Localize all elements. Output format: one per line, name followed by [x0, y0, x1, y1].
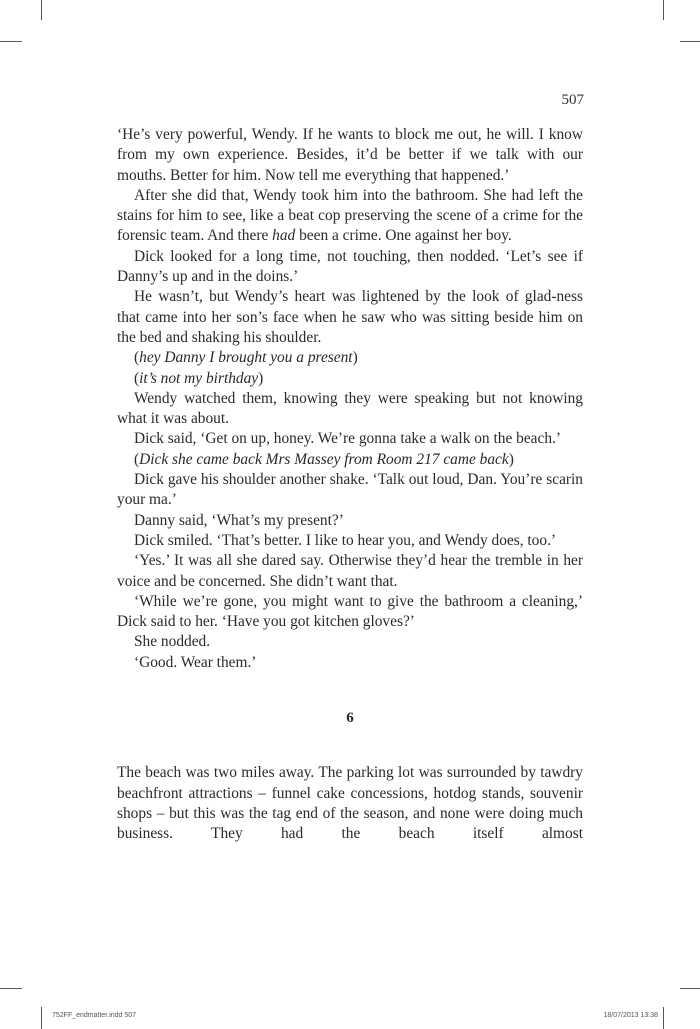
italic-text: had — [272, 227, 296, 245]
slug-filename: 752FF_endmatter.indd 507 — [52, 1012, 137, 1019]
text-run: Dick smiled. ‘That’s better. I like to hear you, and Wendy does, too.’ — [134, 531, 557, 549]
body-text — [117, 125, 583, 845]
text-run: ‘Good. Wear them.’ — [134, 653, 257, 671]
paragraph — [117, 653, 583, 673]
paragraph — [117, 511, 583, 531]
crop-mark — [41, 0, 42, 20]
paragraph — [117, 287, 583, 348]
text-run: He wasn’t, but Wendy’s heart was lightened by the look of glad-ness that came into her son’s face when he saw who was sitting beside him on the bed and shaking his shoulder. — [117, 288, 583, 346]
paragraph — [117, 763, 583, 844]
text-run: Wendy watched them, knowing they were speaking but not knowing what it was about. — [117, 389, 583, 428]
crop-mark — [0, 988, 22, 989]
text-run: She nodded. — [134, 633, 211, 651]
text-run: ( — [134, 450, 140, 468]
paragraph — [117, 186, 583, 247]
text-run: Dick said, ‘Get on up, honey. We’re gonna take a walk on the beach.’ — [134, 430, 561, 448]
paragraph — [117, 470, 583, 511]
paragraph — [117, 632, 583, 652]
italic-text: Dick she came back Mrs Massey from Room 217 came back — [139, 450, 509, 468]
slug-datetime: 18/07/2013 13:38 — [603, 1012, 658, 1019]
text-run: ‘He’s very powerful, Wendy. If he wants to block me out, he will. I know from my own experience. Besides, it’d be better if we talk with our mouths. Better for him. Now tell me everything that happened.’ — [117, 126, 583, 184]
text-run: The beach was two miles away. The parking lot was surrounded by tawdry beachfront attractions – funnel cake concessions, hotdog stands, souvenir shops – but this was the tag end of the season, and none were doing much business. They had the beach itself almost — [117, 764, 583, 843]
paragraph — [117, 247, 583, 288]
crop-mark — [663, 0, 664, 20]
paragraph — [117, 389, 583, 430]
crop-mark — [0, 41, 22, 42]
text-run: been a crime. One against her boy. — [295, 227, 512, 245]
italic-text: hey Danny I brought you a present — [139, 349, 353, 367]
paragraph — [117, 450, 583, 470]
crop-mark — [663, 1007, 664, 1029]
crop-mark — [41, 1007, 42, 1029]
paragraph — [117, 551, 583, 592]
chapter-text — [117, 125, 583, 673]
text-run: ) — [508, 450, 514, 468]
text-run: Dick looked for a long time, not touching, then nodded. ‘Let’s see if Danny’s up and in the doins.’ — [117, 247, 583, 286]
text-run: ‘Yes.’ It was all she dared say. Otherwise they’d hear the tremble in her voice and be concerned. She didn’t want that. — [117, 552, 583, 590]
text-run: ‘While we’re gone, you might want to give the bathroom a cleaning,’ Dick said to her. ‘Have you got kitchen gloves?’ — [117, 592, 583, 631]
paragraph — [117, 348, 583, 368]
section-number: 6 — [346, 710, 354, 727]
paragraph — [117, 592, 583, 633]
text-run: After she did that, Wendy took him into the bathroom. She had left the stains for him to see, like a beat cop preserving the scene of a crime for the forensic team. And there — [117, 186, 583, 245]
text-run: Danny said, ‘What’s my present?’ — [134, 511, 344, 529]
text-run: Dick gave his shoulder another shake. ‘Talk out loud, Dan. You’re scarin your ma.’ — [117, 471, 583, 509]
paragraph — [117, 429, 583, 449]
text-run: ( — [134, 369, 140, 387]
paragraph — [117, 369, 583, 389]
paragraph — [117, 531, 583, 551]
section-text — [117, 763, 583, 844]
text-run: ) — [352, 349, 358, 367]
italic-text: it’s not my birthday — [139, 369, 259, 387]
crop-mark — [680, 41, 700, 42]
page-number: 507 — [561, 92, 584, 108]
text-run: ( — [134, 349, 140, 367]
paragraph — [117, 125, 583, 186]
crop-mark — [680, 988, 700, 989]
text-run: ) — [258, 369, 264, 387]
